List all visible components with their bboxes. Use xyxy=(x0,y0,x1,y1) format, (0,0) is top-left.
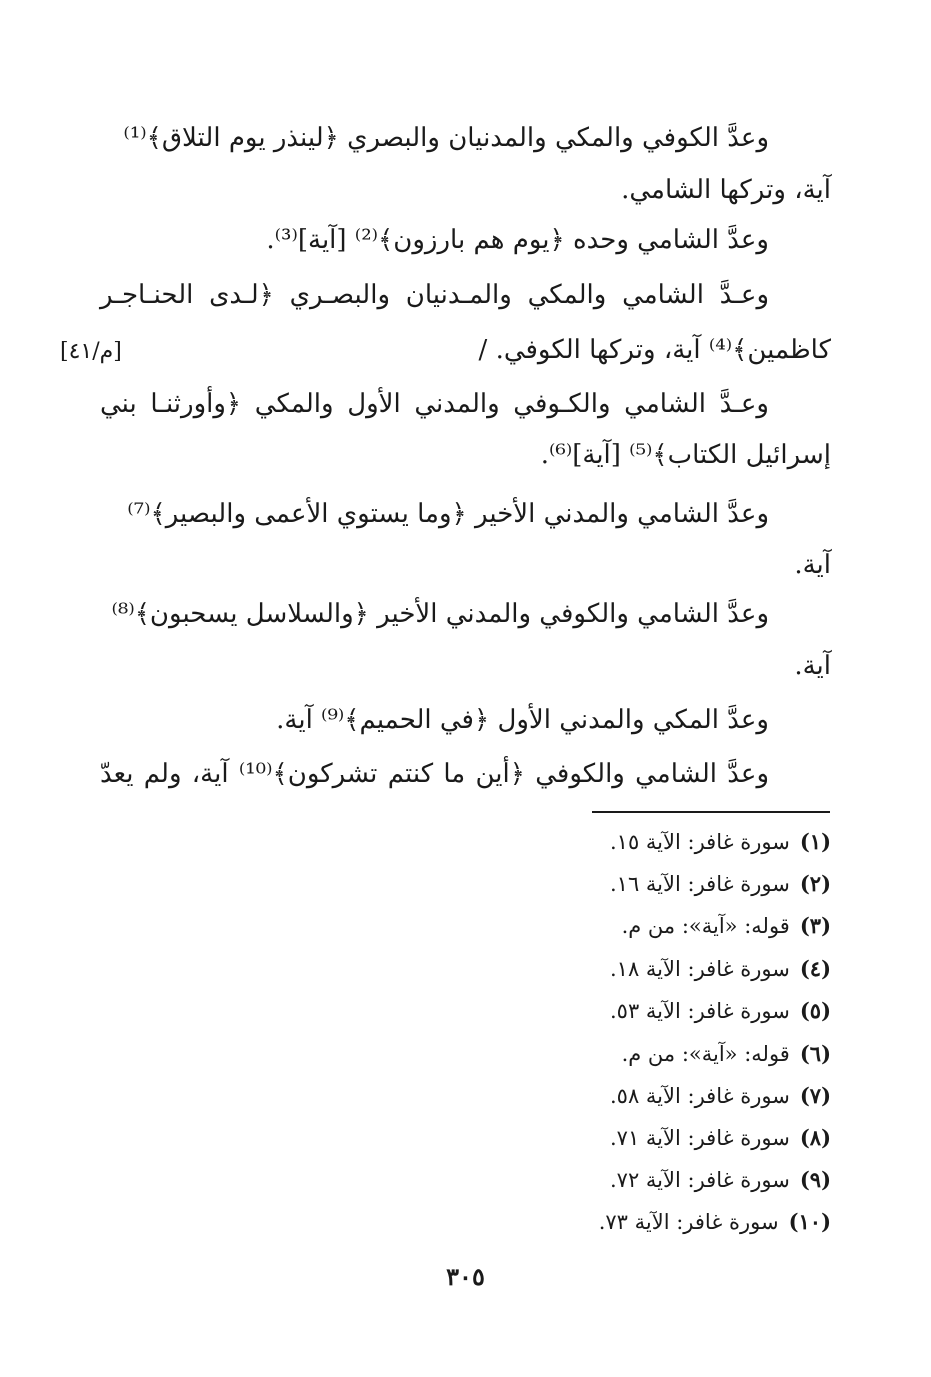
footnote-number: (١٠) xyxy=(788,1209,831,1234)
footnote xyxy=(610,953,831,985)
footnote xyxy=(610,868,831,900)
footnote-text: سورة غافر: الآية ١٨. xyxy=(609,957,790,981)
body-line: وعدَّ الكوفي والمكي والمدنيان والبصري ﴿لينذر يوم التلاق﴾⁽¹⁾ xyxy=(123,123,769,153)
body-line: وعدَّ المكي والمدني الأول ﴿في الحميم﴾⁽⁹⁾ آية. xyxy=(276,705,769,735)
footnote-text: قوله: «آية»: من م. xyxy=(621,1042,790,1066)
footnote-text: سورة غافر: الآية ١٥. xyxy=(609,830,790,854)
body-line: وعدَّ الشامي والمدني الأخير ﴿وما يستوي الأعمى والبصير﴾⁽⁷⁾ xyxy=(127,499,769,529)
footnote-number: (٤) xyxy=(799,956,831,981)
footnote-text: قوله: «آية»: من م. xyxy=(621,914,790,938)
footnote-number: (٧) xyxy=(799,1083,831,1108)
body-line: إسرائيل الكتاب﴾⁽⁵⁾ [آية]⁽⁶⁾. xyxy=(540,440,831,470)
body-line: وعـدَّ الشامي والمكي والمـدنيان والبصـري ﴿لـدى الحنـاجـر xyxy=(100,280,769,310)
footnote-text: سورة غافر: الآية ٧٢. xyxy=(609,1168,790,1192)
footnote-number: (٥) xyxy=(799,998,831,1023)
margin-marker: [م/٤١] xyxy=(60,339,122,364)
page-number: ٣٠٥ xyxy=(446,1262,485,1291)
footnote-separator xyxy=(592,811,830,813)
footnote-number: (٩) xyxy=(799,1167,831,1192)
footnote xyxy=(610,1164,831,1196)
footnote xyxy=(622,910,831,942)
body-line: كاظمين﴾⁽⁴⁾ آية، وتركها الكوفي. / xyxy=(478,335,831,365)
footnote-number: (٨) xyxy=(799,1125,831,1150)
footnote-text: سورة غافر: الآية ١٦. xyxy=(609,872,790,896)
footnote xyxy=(622,1038,831,1070)
body-line: وعـدَّ الشامي والكـوفي والمدني الأول والمكي ﴿وأورثنـا بني xyxy=(100,389,769,419)
footnote-text: سورة غافر: الآية ٧٣. xyxy=(598,1210,779,1234)
footnote-number: (٣) xyxy=(799,913,831,938)
footnote-text: سورة غافر: الآية ٧١. xyxy=(609,1126,790,1150)
body-line: وعدَّ الشامي والكوفي والمدني الأخير ﴿والسلاسل يسحبون﴾⁽⁸⁾ xyxy=(111,599,769,629)
body-line: آية. xyxy=(794,550,831,580)
footnote-number: (٢) xyxy=(799,871,831,896)
footnote xyxy=(610,826,831,858)
footnote xyxy=(599,1206,831,1238)
footnote-text: سورة غافر: الآية ٥٣. xyxy=(609,999,790,1023)
body-line: وعدَّ الشامي وحده ﴿يوم هم بارزون﴾⁽²⁾ [آية]⁽³⁾. xyxy=(266,225,769,255)
footnote-number: (١) xyxy=(799,829,831,854)
footnote-number: (٦) xyxy=(799,1041,831,1066)
footnote-text: سورة غافر: الآية ٥٨. xyxy=(609,1084,790,1108)
body-line: آية، وتركها الشامي. xyxy=(621,175,831,205)
footnote xyxy=(610,995,831,1027)
footnote xyxy=(610,1122,831,1154)
footnote xyxy=(610,1080,831,1112)
body-line: وعدَّ الشامي والكوفي ﴿أين ما كنتم تشركون﴾⁽¹⁰⁾ آية، ولم يعدّ xyxy=(100,759,769,789)
body-line: آية. xyxy=(794,651,831,681)
